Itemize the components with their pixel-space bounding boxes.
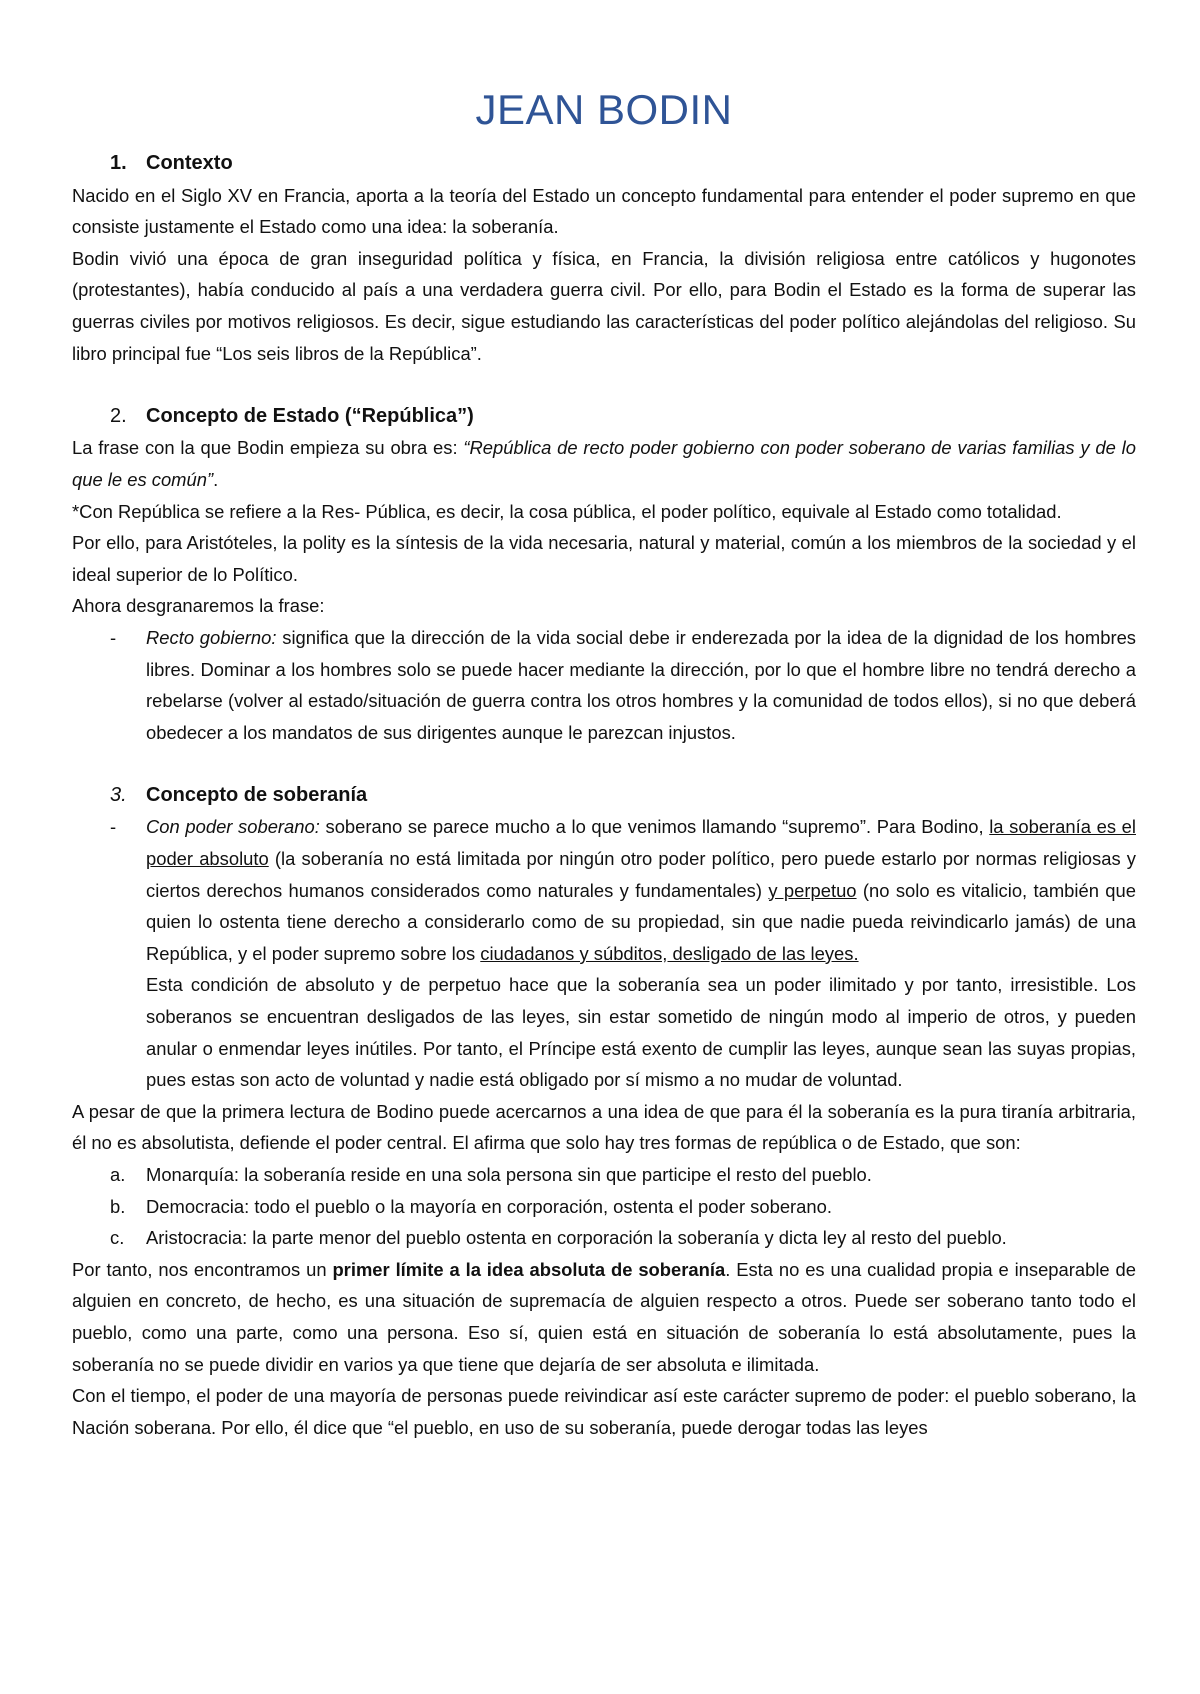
bullet-text: (no solo es vitalicio, también que quien lo ostenta tiene derecho a considerarlo como de su propiedad, sin que nadie pueda reivindicarlo jamás) de una República, y el poder supremo sobre los (146, 879, 1136, 964)
bullet-term: Con poder soberano: (146, 816, 320, 838)
section-2-number: 2. (110, 404, 127, 427)
document-title: JEAN BODIN (475, 86, 733, 133)
section-1-paragraph-1: Nacido en el Siglo XV en Francia, aporta a la teoría del Estado un concepto fundamental para entender el poder supremo en que consiste justamente el Estado como una idea: la soberanía. (72, 184, 1136, 238)
bold-text: primer límite a la idea absoluta de soberanía (332, 1258, 726, 1280)
section-2-paragraph-2: *Con República se refiere a la Res- Pública, es decir, la cosa pública, el poder político, equivale al Estado como totalidad. (72, 500, 1062, 522)
section-2-heading (72, 401, 1136, 433)
list-item-text: Monarquía: la soberanía reside en una sola persona sin que participe el resto del pueblo. (146, 1164, 872, 1185)
section-3-paragraph-3: Con el tiempo, el poder de una mayoría de personas puede reivindicar así este carácter supremo de poder: el pueblo soberano, la Nación soberana. Por ello, él dice que “el pueblo, en uso de su soberanía, puede derogar todas las leyes (72, 1385, 1136, 1438)
list-item (72, 1159, 1136, 1191)
section-3-title: Concepto de soberanía (146, 783, 368, 806)
underlined-text: y perpetuo (768, 879, 857, 901)
underlined-text: la soberanía es el poder absoluto (146, 816, 1136, 870)
section-3-paragraph-2 (72, 1254, 1136, 1380)
bullet-text: soberano se parece mucho a lo que venimos llamando “supremo”. Para Bodino, (319, 816, 990, 838)
list-marker: c. (110, 1227, 125, 1249)
section-2-title: Concepto de Estado (“República”) (146, 404, 474, 427)
section-2-paragraph-3: Por ello, para Aristóteles, la polity es la síntesis de la vida necesaria, natural y material, común a los miembros de la sociedad y el ideal superior de lo Político. (72, 532, 1136, 585)
document-page (72, 78, 1136, 1443)
list-item (72, 811, 1136, 969)
list-item (72, 1191, 1136, 1223)
section-3-number: 3. (110, 783, 127, 806)
list-item (72, 622, 1136, 748)
section-3-heading (72, 780, 1136, 812)
section-1-title: Contexto (146, 152, 233, 174)
section-2-paragraph-1 (72, 432, 1136, 495)
bodin-quote: “República de recto poder gobierno con poder soberano de varias familias y de lo que le es común” (72, 437, 1136, 490)
list-marker: a. (110, 1164, 126, 1185)
section-1-heading (72, 148, 1136, 180)
bullet-dash: - (110, 626, 117, 648)
section-3-paragraph-1: A pesar de que la primera lectura de Bodino puede acercarnos a una idea de que para él la soberanía es la pura tiranía arbitraria, él no es absolutista, defiende el poder central. El afirma que solo hay tres formas de república o de Estado, que son: (72, 1100, 1136, 1154)
bullet-text: significa que la dirección de la vida social debe ir enderezada por la idea de la dignidad de los hombres libres. Dominar a los hombres solo se puede hacer mediante la dirección, por lo que el hombre libre no tendrá derecho a rebelarse (volver al estado/situación de guerra contra los otros hombres y la comunidad de todos ellos), si no que deberá obedecer a los mandatos de sus dirigentes aunque le parezcan injustos. (146, 626, 1136, 743)
bullet-dash: - (110, 816, 117, 838)
section-1-number: 1. (110, 152, 127, 174)
section-2-paragraph-4: Ahora desgranaremos la frase: (72, 595, 325, 617)
bullet-term: Recto gobierno: (146, 626, 277, 648)
list-marker: b. (110, 1195, 126, 1217)
paragraph-text: . Esta no es una cualidad propia e inseparable de alguien en concreto, de hecho, es una situación de supremacía de alguien respecto a otros. Puede ser soberano tanto todo el pueblo, como una parte, como una persona. Eso sí, quien está en situación de soberanía lo está absolutamente, pues la soberanía no se puede dividir en varios ya que tiene que dejaría de ser absoluta e ilimitada. (72, 1258, 1136, 1375)
paragraph-text: Por tanto, nos encontramos un (72, 1258, 333, 1280)
list-item-text: Democracia: todo el pueblo o la mayoría en corporación, ostenta el poder soberano. (146, 1195, 832, 1217)
section-1-paragraph-2: Bodin vivió una época de gran inseguridad política y física, en Francia, la división religiosa entre católicos y hugonotes (protestantes), había conducido al país a una verdadera guerra civil. Por ello, para Bodin el Estado es la forma de superar las guerras civiles por motivos religiosos. Es decir, sigue estudiando las características del poder político alejándolas del religioso. Su libro principal fue “Los seis libros de la República”. (72, 247, 1136, 364)
list-item-text: Aristocracia: la parte menor del pueblo ostenta en corporación la soberanía y dicta ley al resto del pueblo. (146, 1227, 1007, 1249)
bullet-continuation: Esta condición de absoluto y de perpetuo hace que la soberanía sea un poder ilimitado y por tanto, irresistible. Los soberanos se encuentran desligados de las leyes, sin estar sometido de ningún modo al imperio de otros, y pueden anular o enmendar leyes inútiles. Por tanto, el Príncipe está exento de cumplir las leyes, aunque sean las suyas propias, pues estas son acto de voluntad y nadie está obligado por sí mismo a no mudar de voluntad. (146, 974, 1136, 1091)
quote-intro: La frase con la que Bodin empieza su obra es: (72, 437, 464, 459)
bullet-text: (la soberanía no está limitada por ningún otro poder político, pero puede estarlo por normas religiosas y ciertos derechos humanos considerados como naturales y fundamentales) (146, 848, 1136, 901)
quote-end: . (213, 468, 219, 490)
underlined-text: ciudadanos y súbditos, desligado de las leyes. (480, 942, 859, 964)
list-item (72, 1222, 1136, 1254)
